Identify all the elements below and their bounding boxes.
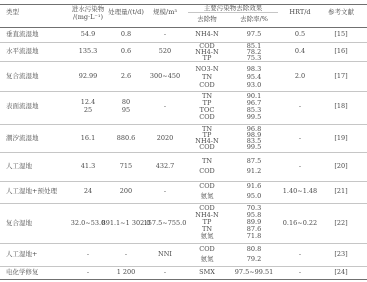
row-hrt: -	[298, 102, 302, 110]
row-pollutant: 氨氮	[200, 232, 214, 240]
row-removal-rate: 70.3	[246, 204, 262, 212]
row-hrt: 2.0	[294, 72, 306, 80]
row-hrt: 0.4	[294, 47, 306, 55]
row-divider	[0, 61, 367, 62]
row-pollutant: COD	[199, 182, 215, 190]
row-scale: 432.7	[155, 162, 175, 170]
header-removal-group: 主要污染物去除效果	[203, 4, 263, 12]
row-capacity: 80	[121, 98, 131, 106]
row-pollutant: NO3-N	[195, 65, 219, 73]
row-pollutant: TN	[201, 92, 213, 100]
row-pollutant: TN	[201, 157, 213, 165]
row-removal-rate: 93.0	[246, 81, 262, 89]
row-pollutant: 氨氮	[200, 192, 214, 200]
row-type: 复合流湿地	[6, 72, 39, 80]
row-influent: 12.4	[80, 98, 96, 106]
row-pollutant: TP	[202, 131, 212, 139]
row-reference: [22]	[334, 219, 348, 227]
row-divider	[0, 266, 367, 267]
row-capacity: 880.6	[116, 134, 136, 142]
row-removal-rate: 71.8	[246, 232, 262, 240]
row-removal-rate: 87.6	[246, 225, 262, 233]
header-scale: 规模/m³	[153, 8, 177, 16]
row-pollutant: COD	[199, 245, 215, 253]
row-pollutant: 氨氮	[200, 255, 214, 263]
row-scale: 520	[158, 47, 172, 55]
row-capacity: -	[124, 250, 128, 258]
row-reference: [16]	[334, 47, 348, 55]
header-bottom-rule	[0, 27, 367, 28]
header-removal-rate: 去除率/%	[240, 15, 268, 23]
row-hrt: -	[298, 268, 302, 276]
row-removal-rate: 78.2	[246, 48, 262, 56]
row-removal-rate: 89.9	[246, 218, 262, 226]
row-removal-rate: 96.8	[246, 125, 262, 133]
header-reference: 参考文献	[328, 8, 354, 16]
row-type: 人工湿地+预处理	[6, 187, 57, 195]
row-divider	[0, 152, 367, 153]
row-divider	[0, 42, 367, 43]
row-scale: NNI	[158, 250, 172, 258]
row-removal-rate: 95.0	[246, 192, 262, 200]
header-hrt: HRT/d	[289, 8, 311, 16]
row-pollutant: COD	[199, 113, 215, 121]
row-divider	[0, 243, 367, 244]
row-removal-rate: 97.5	[246, 30, 262, 38]
row-pollutant: NH4-N	[195, 30, 219, 38]
row-divider	[0, 91, 367, 92]
row-capacity: 200	[119, 187, 133, 195]
row-removal-rate: 75.3	[246, 54, 262, 62]
row-influent: 41.3	[80, 162, 96, 170]
row-removal-rate: 98.3	[246, 65, 262, 73]
row-removal-rate: 97.5~99.51	[234, 268, 274, 276]
row-scale: -	[163, 30, 167, 38]
row-removal-rate: 98.9	[246, 131, 262, 139]
row-reference: [19]	[334, 134, 348, 142]
row-removal-rate: 91.6	[246, 182, 262, 190]
row-pollutant: TP	[202, 218, 212, 226]
row-hrt: 0.16~0.22	[282, 219, 318, 227]
row-removal-rate: 83.5	[246, 137, 262, 145]
row-influent: 24	[83, 187, 93, 195]
row-removal-rate: 95.4	[246, 73, 262, 81]
row-pollutant: NH4-N	[195, 48, 219, 56]
table-top-rule	[0, 4, 367, 5]
row-hrt: -	[298, 162, 302, 170]
row-scale: -	[163, 187, 167, 195]
row-divider	[0, 181, 367, 182]
row-removal-rate: 95.8	[246, 211, 262, 219]
row-removal-rate: 90.1	[246, 92, 262, 100]
row-pollutant: COD	[199, 167, 215, 175]
row-type: 电化学修复	[6, 268, 39, 276]
row-divider	[0, 203, 367, 204]
row-scale: -	[163, 102, 167, 110]
row-influent: 92.99	[78, 72, 98, 80]
row-capacity: 715	[119, 162, 133, 170]
row-reference: [20]	[334, 162, 348, 170]
row-removal-rate: 91.2	[246, 167, 262, 175]
row-capacity: 0.6	[120, 47, 132, 55]
row-influent: 16.1	[80, 134, 96, 142]
row-hrt: -	[298, 134, 302, 142]
row-pollutant: NH4-N	[195, 211, 219, 219]
row-hrt: 1.40~1.48	[282, 187, 318, 195]
row-type: 表面流湿地	[6, 102, 39, 110]
row-pollutant: COD	[199, 143, 215, 151]
row-pollutant: SMX	[199, 268, 215, 276]
row-scale: 157.5~755.0	[143, 219, 187, 227]
row-reference: [15]	[334, 30, 348, 38]
row-divider	[0, 124, 367, 125]
row-pollutant: NH4-N	[195, 137, 219, 145]
row-capacity: 2.6	[120, 72, 132, 80]
row-hrt: 0.5	[294, 30, 306, 38]
row-reference: [18]	[334, 102, 348, 110]
row-removal-rate: 85.3	[246, 106, 262, 114]
header-pollutant: 去除物	[197, 15, 217, 23]
row-influent: 135.3	[78, 47, 98, 55]
row-pollutant: TN	[201, 73, 213, 81]
row-reference: [21]	[334, 187, 348, 195]
header-influent: 进水污染物	[71, 5, 105, 13]
row-type: 水平流湿地	[6, 47, 39, 55]
row-removal-rate: 96.7	[246, 99, 262, 107]
row-pollutant: TP	[202, 54, 212, 62]
row-removal-rate: 79.2	[246, 255, 262, 263]
row-influent: 25	[83, 106, 93, 114]
row-reference: [17]	[334, 72, 348, 80]
row-scale: 300~450	[149, 72, 181, 80]
header-type: 类型	[6, 8, 19, 16]
row-removal-rate: 99.5	[246, 113, 262, 121]
header-group-rule	[188, 12, 278, 13]
row-reference: [23]	[334, 250, 348, 258]
row-type: 人工湿地+	[6, 250, 38, 258]
row-removal-rate: 99.5	[246, 143, 262, 151]
header-capacity: 处理量/(t/d)	[108, 8, 144, 16]
row-capacity: 891.1~1 302.0	[101, 219, 151, 227]
row-influent: -	[86, 268, 90, 276]
row-capacity: 1 200	[116, 268, 136, 276]
row-reference: [24]	[334, 268, 348, 276]
row-pollutant: COD	[199, 204, 215, 212]
row-type: 复合湿地	[6, 219, 32, 227]
row-pollutant: COD	[199, 81, 215, 89]
row-type: 潮汐流湿地	[6, 134, 39, 142]
row-pollutant: TN	[201, 225, 213, 233]
row-pollutant: TN	[201, 125, 213, 133]
row-pollutant: COD	[199, 42, 215, 50]
row-removal-rate: 87.5	[246, 157, 262, 165]
row-influent: -	[86, 250, 90, 258]
row-capacity: 0.8	[120, 30, 132, 38]
table-bottom-rule	[0, 279, 367, 280]
row-pollutant: TOC	[199, 106, 215, 114]
row-removal-rate: 85.1	[246, 42, 262, 50]
header-influent-unit: /(mg·L⁻¹)	[72, 13, 104, 21]
row-influent: 32.0~53.0	[70, 219, 106, 227]
row-scale: 2020	[156, 134, 174, 142]
row-removal-rate: 80.8	[246, 245, 262, 253]
row-capacity: 95	[121, 106, 131, 114]
row-hrt: -	[298, 250, 302, 258]
row-scale: -	[163, 268, 167, 276]
row-type: 垂直流湿地	[6, 30, 39, 38]
row-influent: 54.9	[80, 30, 96, 38]
row-type: 人工湿地	[6, 162, 32, 170]
row-pollutant: TP	[202, 99, 212, 107]
